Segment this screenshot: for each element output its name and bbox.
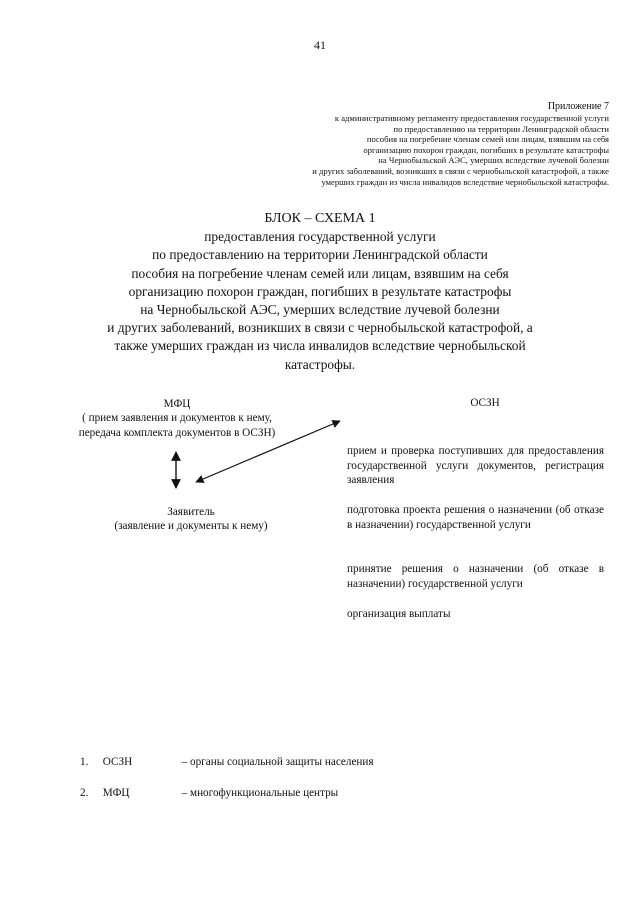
- appendix-line: организацию похорон граждан, погибших в результате катастрофы: [363, 144, 609, 155]
- oszn-title: ОСЗН: [470, 397, 500, 409]
- title-line: предоставления государственной услуги: [204, 229, 436, 245]
- arrow-applicant-oszn: [196, 421, 340, 482]
- appendix-title: Приложение 7: [547, 101, 609, 112]
- mfc-title: МФЦ: [163, 398, 191, 410]
- title-line: на Чернобыльской АЭС, умерших вследствие лучевой болезни: [140, 302, 500, 318]
- legend-item: [80, 756, 374, 768]
- title-line: и других заболеваний, возникших в связи с чернобыльской катастрофой, а: [107, 320, 533, 336]
- appendix-line: на Чернобыльской АЭС, умерших вследствие лучевой болезни: [378, 155, 609, 166]
- legend-abbreviation: МФЦ: [102, 787, 130, 799]
- page-number: 41: [314, 38, 326, 52]
- title-line: катастрофы.: [284, 356, 356, 372]
- oszn-step-draft-decision: подготовка проекта решения о назначении (об отказе в назначении) государственной услуги: [347, 504, 604, 531]
- title-line: также умерших граждан из числа инвалидов вследствие чернобыльской: [114, 338, 526, 354]
- legend-number: 1.: [80, 756, 89, 768]
- appendix-line: по предоставлению на территории Ленинградской области: [393, 123, 609, 134]
- oszn-step-payment: организация выплаты: [347, 608, 451, 620]
- appendix-line: умерших граждан из числа инвалидов вследствие чернобыльской катастрофы.: [321, 176, 609, 187]
- appendix-line: и других заболеваний, возникших в связи с чернобыльской катастрофой, а также: [312, 165, 609, 176]
- title-line: пособия на погребение членам семей или лицам, взявшим на себя: [131, 265, 509, 281]
- legend-number: 2.: [80, 787, 89, 799]
- oszn-step-reception: прием и проверка поступивших для предоставления государственной услуги документов, регистрация заявления: [347, 445, 604, 487]
- legend-text: – многофункциональные центры: [181, 787, 339, 799]
- applicant-description: (заявление и документы к нему): [114, 520, 268, 533]
- title-line: организацию похорон граждан, погибших в результате катастрофы: [128, 283, 512, 299]
- appendix-line: пособия на погребение членам семей или лицам, взявшим на себя: [366, 134, 609, 145]
- legend-text: – органы социальной защиты населения: [181, 756, 374, 768]
- mfc-description: ( прием заявления и документов к нему,: [82, 412, 272, 425]
- applicant-title: Заявитель: [167, 506, 215, 518]
- oszn-step-decision: принятие решения о назначении (об отказе в назначении) государственной услуги: [347, 563, 604, 590]
- legend-item: [80, 787, 338, 799]
- title-heading: БЛОК – СХЕМА 1: [264, 211, 376, 226]
- legend-abbreviation: ОСЗН: [102, 756, 133, 768]
- mfc-description: передача комплекта документов в ОСЗН): [78, 426, 276, 439]
- title-line: по предоставлению на территории Ленинградской области: [152, 247, 488, 263]
- appendix-line: к административному регламенту предоставления государственной услуги: [334, 113, 609, 123]
